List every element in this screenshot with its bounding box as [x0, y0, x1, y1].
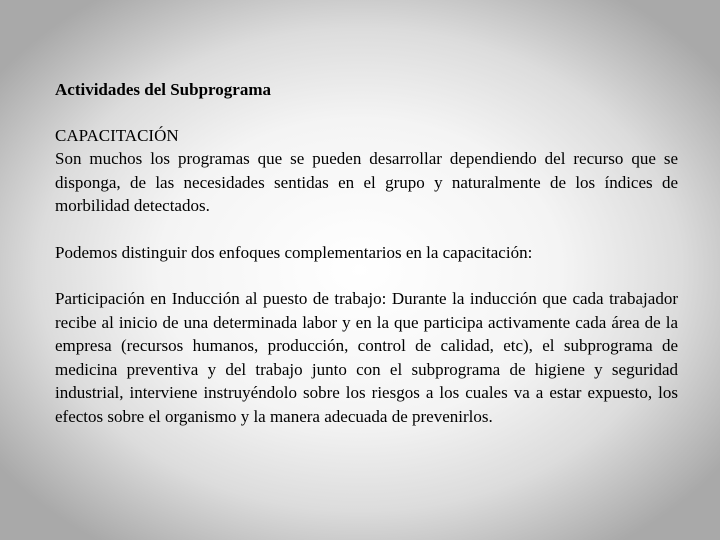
slide-content [55, 78, 678, 428]
section-heading: CAPACITACIÓN [55, 125, 179, 145]
paragraph-intro: Son muchos los programas que se pueden desarrollar dependiendo del recurso que se disponga, de las necesidades sentidas en el grupo y naturalmente de los índices de morbilidad detectados. [55, 149, 678, 215]
slide-title: Actividades del Subprograma [55, 80, 271, 99]
paragraph-approaches: Podemos distinguir dos enfoques complementarios en la capacitación: [55, 242, 533, 262]
paragraph-induction: Participación en Inducción al puesto de trabajo: Durante la inducción que cada trabajador recibe al inicio de una determinada labor y en la que participa activamente cada área de la empresa (recursos humanos, producción, control de calidad, etc), el subprograma de medicina preventiva y del trabajo junto con el subprograma de higiene y seguridad industrial, interviene instruyéndolo sobre los riesgos a los cuales va a estar expuesto, los efectos sobre el organismo y la manera adecuada de prevenirlos. [55, 289, 678, 426]
